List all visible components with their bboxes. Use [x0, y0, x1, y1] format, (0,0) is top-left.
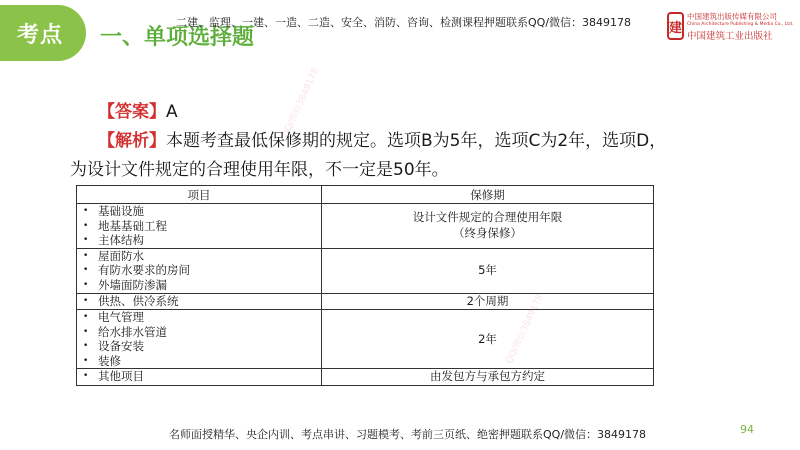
- answer-line: [98, 97, 178, 122]
- table-row: [77, 204, 654, 249]
- building-icon: 建: [667, 12, 684, 40]
- item-text: 设备安装: [98, 339, 144, 354]
- item-line: [83, 249, 315, 264]
- item-cell: [77, 204, 322, 249]
- bullet-icon: •: [83, 326, 89, 337]
- answer-tag: 【答案】: [98, 102, 166, 122]
- item-text: 有防水要求的房间: [98, 263, 190, 278]
- item-text: 给水排水管道: [98, 324, 167, 339]
- period-text: （终身保修）: [453, 225, 522, 240]
- item-text: 外墙面防渗漏: [98, 277, 167, 292]
- period-text: 由发包方与承包方约定: [430, 369, 545, 384]
- period-text: 设计文件规定的合理使用年限: [412, 210, 563, 225]
- table-row: [77, 248, 654, 293]
- warranty-table: [76, 185, 654, 386]
- publisher-text: [687, 11, 793, 42]
- period-text: 2个周期: [466, 293, 509, 308]
- table-row: [77, 310, 654, 369]
- publisher-logo: [667, 8, 793, 44]
- item-cell: [77, 369, 322, 386]
- item-line: [83, 369, 315, 384]
- period-cell: [322, 204, 654, 249]
- item-line: [83, 278, 315, 293]
- period-cell: [322, 369, 654, 386]
- period-cell: [322, 248, 654, 293]
- item-cell: [77, 248, 322, 293]
- item-cell: [77, 310, 322, 369]
- item-line: [83, 325, 315, 340]
- bullet-icon: •: [83, 341, 89, 352]
- topic-badge: 考点: [0, 5, 86, 61]
- item-text: 其他项目: [98, 369, 144, 384]
- table-body: [77, 204, 654, 386]
- item-text: 屋面防水: [98, 248, 144, 263]
- item-text: 基础设施: [98, 204, 144, 218]
- item-text: 电气管理: [98, 310, 144, 325]
- item-text: 装修: [98, 353, 121, 368]
- bullet-icon: •: [83, 220, 89, 231]
- bullet-icon: •: [83, 206, 89, 216]
- page-number: 94: [740, 423, 754, 436]
- analysis-tag: 【解析】: [98, 131, 166, 151]
- analysis-line-2: 为设计文件规定的合理使用年限，不一定是50年。: [70, 160, 449, 180]
- item-text: 地基基础工程: [98, 218, 167, 233]
- table-row: [77, 293, 654, 310]
- item-line: [83, 310, 315, 325]
- bullet-icon: •: [83, 250, 89, 261]
- item-line: [83, 219, 315, 234]
- analysis-text-1: 本题考查最低保修期的规定。选项B为5年，选项C为2年，选项D，: [166, 131, 667, 151]
- header-item: 项目: [77, 186, 322, 204]
- bullet-icon: •: [83, 295, 89, 306]
- bullet-icon: •: [83, 235, 89, 246]
- item-text: 主体结构: [98, 233, 144, 248]
- watermark: QQ/微信3849178: [280, 66, 322, 140]
- publisher-name-cn: 中国建筑出版传媒有限公司: [687, 11, 778, 21]
- table-row: [77, 369, 654, 386]
- table-header-row: [77, 186, 654, 204]
- item-line: [83, 354, 315, 369]
- item-text: 供热、供冷系统: [98, 293, 179, 308]
- header-period: 保修期: [322, 186, 654, 204]
- answer-value: A: [166, 102, 178, 122]
- bullet-icon: •: [83, 371, 89, 382]
- section-title: 一、单项选择题: [100, 25, 255, 50]
- period-text: 2年: [478, 331, 497, 346]
- item-line: [83, 263, 315, 278]
- publisher-name-script: 中国建筑工业出版社: [687, 30, 773, 42]
- period-text: 5年: [478, 262, 497, 277]
- bullet-icon: •: [83, 279, 89, 290]
- item-line: [83, 339, 315, 354]
- analysis-line-1: [98, 126, 666, 151]
- item-line: [83, 204, 315, 219]
- publisher-name-en: China Architecture Publishing & Media Co., Ltd.: [687, 21, 794, 27]
- item-line: [83, 294, 315, 309]
- item-line: [83, 233, 315, 248]
- bullet-icon: •: [83, 312, 89, 323]
- period-cell: [322, 310, 654, 369]
- item-cell: [77, 293, 322, 310]
- footer-text: 名师面授精华、央企内训、考点串讲、习题模考、考前三页纸、绝密押题联系QQ/微信：3849178: [169, 428, 647, 441]
- watermark: QQ/微信3849178: [504, 292, 546, 366]
- top-banner: 二建、监理、一建、一造、二造、安全、消防、咨询、检测课程押题联系QQ/微信：3849178: [176, 16, 632, 29]
- bullet-icon: •: [83, 265, 89, 276]
- period-cell: [322, 293, 654, 310]
- bullet-icon: •: [83, 355, 89, 366]
